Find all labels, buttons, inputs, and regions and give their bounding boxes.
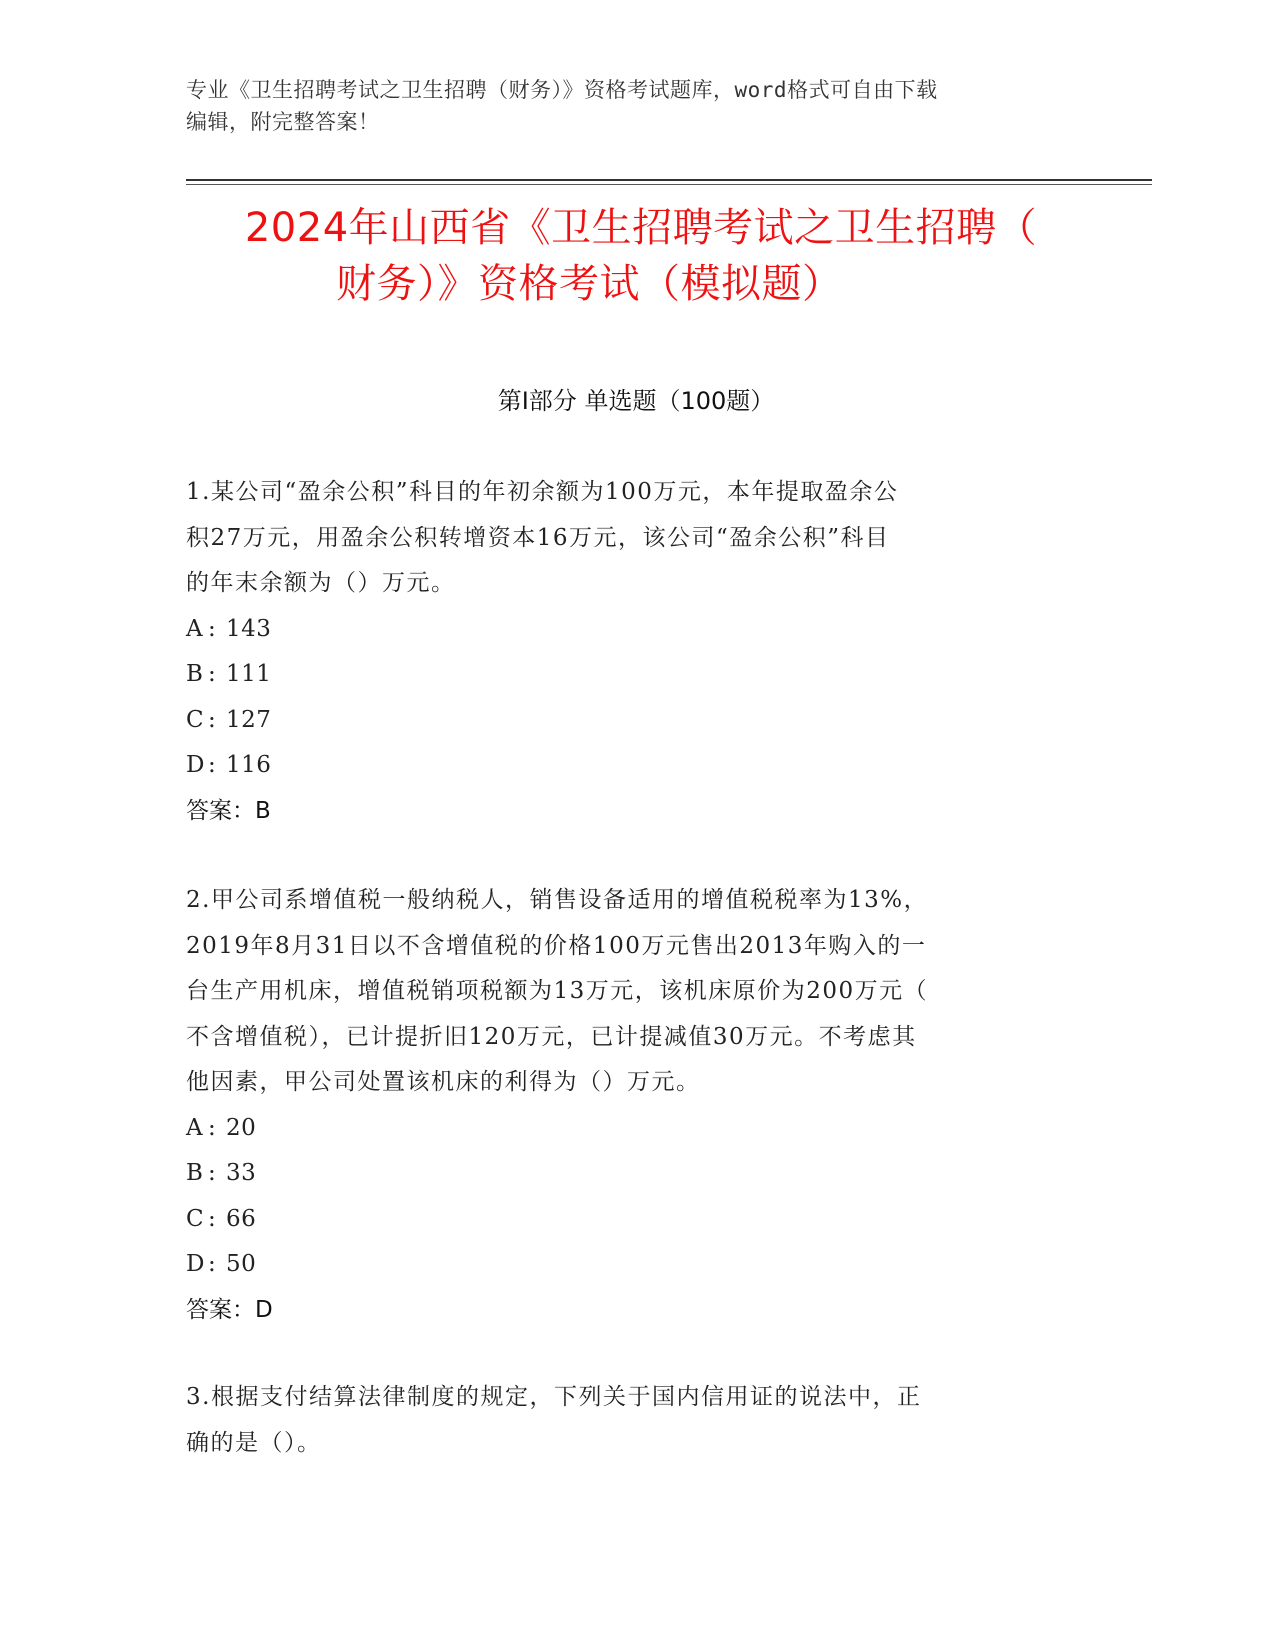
- question-stem-line: 不含增值税），已计提折旧120万元，已计提减值30万元。不考虑其: [186, 1023, 917, 1050]
- question-2: [186, 878, 1066, 1333]
- header-note-line-2: 编辑，附完整答案！: [186, 110, 380, 134]
- option-b: [186, 652, 1066, 698]
- question-stem-line: 2019年8月31日以不含增值税的价格100万元售出2013年购入的一: [186, 932, 927, 959]
- question-stem-line: 确的是（）。: [186, 1429, 322, 1456]
- option-d: [186, 743, 1066, 789]
- question-stem: [186, 470, 1066, 607]
- option-separator: :: [208, 752, 217, 778]
- option-value: 20: [226, 1114, 257, 1141]
- option-c: [186, 1197, 1066, 1243]
- option-value: 50: [226, 1251, 257, 1277]
- option-separator: :: [208, 1205, 217, 1232]
- option-letter: D: [186, 1251, 205, 1277]
- document-title: [186, 200, 1096, 312]
- option-value: 66: [226, 1205, 257, 1232]
- header-divider-thin: [186, 184, 1152, 185]
- answer-line: 答案：D: [186, 1296, 273, 1323]
- option-letter: B: [186, 1160, 204, 1186]
- option-a: [186, 607, 1066, 653]
- option-a: [186, 1106, 1066, 1152]
- question-stem-line: 3.根据支付结算法律制度的规定，下列关于国内信用证的说法中，正: [186, 1384, 922, 1410]
- section-heading: 第I部分 单选题（100题）: [497, 387, 775, 415]
- question-stem-line: 台生产用机床，增值税销项税额为13万元，该机床原价为200万元（: [186, 978, 929, 1004]
- document-title-line-2: 财务）》资格考试（模拟题）: [336, 261, 843, 307]
- option-value: 111: [226, 661, 272, 687]
- question-stem-line: 积27万元，用盈余公积转增资本16万元，该公司“盈余公积”科目: [186, 524, 890, 551]
- option-b: [186, 1151, 1066, 1197]
- option-separator: :: [208, 706, 217, 733]
- option-separator: :: [208, 1160, 217, 1186]
- option-d: [186, 1242, 1066, 1288]
- question-stem: [186, 1375, 1066, 1466]
- header-note: [186, 74, 1066, 138]
- option-letter: A: [186, 615, 204, 642]
- question-stem-line: 的年末余额为（）万元。: [186, 570, 456, 596]
- header-divider-thick: [186, 179, 1152, 181]
- option-letter: C: [186, 1205, 205, 1232]
- question-stem-line: 1.某公司“盈余公积”科目的年初余额为100万元，本年提取盈余公: [186, 479, 899, 505]
- header-note-line-1: 专业《卫生招聘考试之卫生招聘（财务）》资格考试题库，word格式可自由下载: [186, 78, 938, 102]
- option-c: [186, 698, 1066, 744]
- option-letter: D: [186, 752, 205, 778]
- question-stem-line: 他因素，甲公司处置该机床的利得为（）万元。: [186, 1069, 701, 1095]
- question-1: [186, 470, 1066, 834]
- option-letter: A: [186, 1114, 204, 1141]
- answer-line: 答案：B: [186, 797, 271, 824]
- option-letter: C: [186, 706, 205, 733]
- question-stem: [186, 878, 1066, 1106]
- option-letter: B: [186, 661, 204, 687]
- document-title-line-1: 2024年山西省《卫生招聘考试之卫生招聘（: [244, 205, 1038, 251]
- option-separator: :: [208, 615, 217, 642]
- question-stem-line: 2.甲公司系增值税一般纳税人，销售设备适用的增值税税率为13%，: [186, 887, 929, 913]
- option-value: 127: [226, 706, 272, 733]
- option-separator: :: [208, 661, 217, 687]
- option-value: 116: [226, 752, 272, 778]
- option-value: 143: [226, 615, 272, 642]
- option-value: 33: [226, 1160, 257, 1186]
- question-3: [186, 1375, 1066, 1466]
- option-separator: :: [208, 1251, 217, 1277]
- option-separator: :: [208, 1114, 217, 1141]
